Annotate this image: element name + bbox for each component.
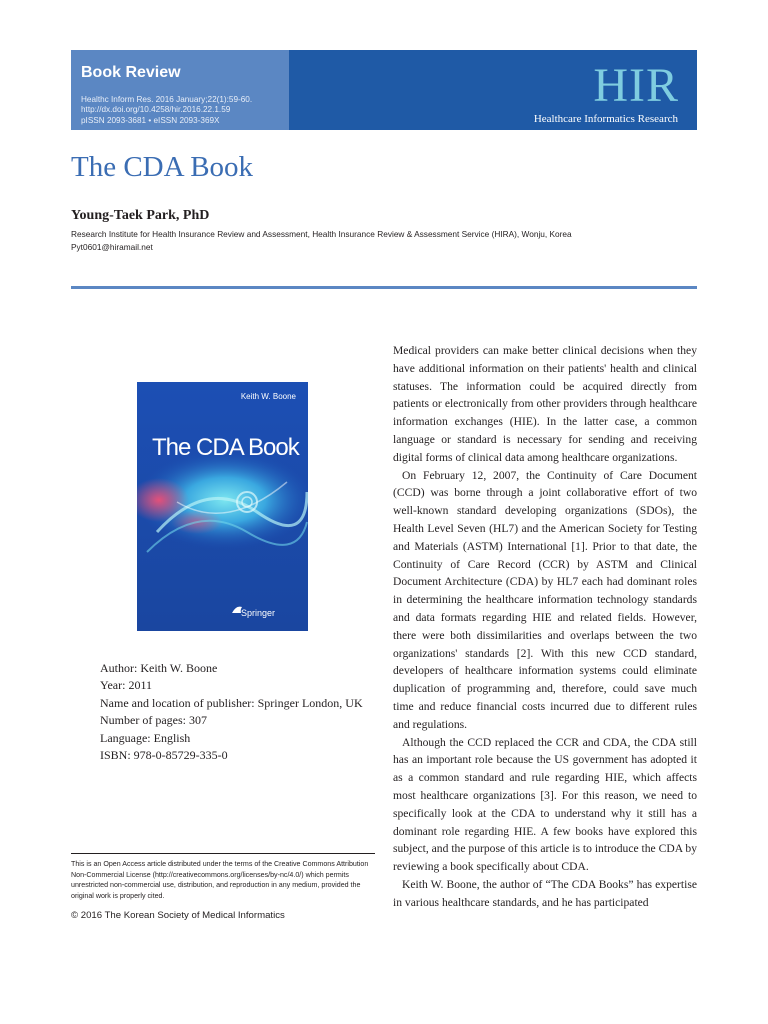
cover-publisher: Springer [241, 608, 276, 618]
book-info-language: Language: English [100, 730, 191, 745]
paragraph: Although the CCD replaced the CCR and CDA, the CDA still has an important role because the US government has adopted it as a common standard and rule regarding HIE, which affects most healthcare organizations [3]. For this reason, we need to specifically look at the CDA to understand why it still has a dominant role regarding HIE. A few books have explored this subject, and the purpose of this article is to introduce the CDA by reviewing a book specifically about CDA. [393, 735, 697, 874]
cover-title: The CDA Book [152, 434, 299, 461]
journal-name: Healthcare Informatics Research [533, 113, 678, 125]
license-note: This is an Open Access article distributed under the terms of the Creative Commons Attribution Non-Commercial License (http://creativecommons.org/licenses/by-nc/4.0/) which permits unrestricted non-commercial use, distribution, and reproduction in any medium, provided the original work is properly cited. [71, 860, 369, 900]
paragraph: On February 12, 2007, the Continuity of Care Document (CCD) was borne through a joint collaborative effort of two well-known standard developing organizations (SDOs), the Health Level Seven (HL7) and the American Society for Testing and Materials (ASTM) International [1]. Prior to that date, the Continuity of Care Record (CCR) by ASTM and Clinical Document Architecture (CDA) by HL7 each had dominant roles in determining the healthcare information technology standards and data formats regarding HIE and related fields. However, there were both dissimilarities and overlaps between the two organizations' standards [2]. With this new CCD standard, developers of healthcare information systems could eliminate duplication of programming and, therefore, could save much time and reduce financial costs incurred due to different rules and regulations. [393, 468, 697, 731]
journal-logo: HIR [593, 59, 679, 112]
paragraph: Medical providers can make better clinical decisions when they have additional information on their patients' health and clinical statuses. The information could be acquired directly from patients or electronically from other providers through healthcare information exchanges (HIE). In the latter case, a common language or standard is necessary for sending and receiving digital forms of clinical data among healthcare organizations. [393, 344, 697, 464]
cover-author: Keith W. Boone [240, 392, 296, 401]
article-title: The CDA Book [71, 151, 254, 183]
email-link[interactable]: Pyt0601@hiramail.net [71, 242, 153, 252]
issn: pISSN 2093-3681 • eISSN 2093-369X [81, 115, 220, 125]
paragraph: Keith W. Boone, the author of “The CDA Books” has expertise in various healthcare standards, and he has participated [393, 877, 697, 909]
book-cover [137, 382, 308, 631]
author-name: Young-Taek Park, PhD [71, 208, 210, 223]
header-divider [71, 286, 697, 289]
header-banner [71, 50, 697, 130]
book-info-isbn: ISBN: 978-0-85729-335-0 [100, 748, 228, 763]
doi-link[interactable]: http://dx.doi.org/10.4258/hir.2016.22.1.59 [81, 105, 231, 115]
book-info-publisher: Name and location of publisher: Springer London, UK [100, 695, 363, 710]
book-info-pages: Number of pages: 307 [100, 713, 207, 728]
copyright-note: © 2016 The Korean Society of Medical Informatics [71, 910, 285, 921]
banner-left-panel [71, 50, 289, 130]
cover-artwork [137, 382, 308, 631]
footnote-divider [71, 853, 375, 854]
author-details [71, 228, 572, 254]
citation: Healthc Inform Res. 2016 January;22(1):59-60. [81, 95, 253, 104]
book-info [100, 660, 363, 764]
book-info-year: Year: 2011 [100, 678, 153, 693]
citation-block [81, 95, 252, 126]
book-info-author: Author: Keith W. Boone [100, 661, 218, 675]
section-label: Book Review [81, 64, 181, 81]
affiliation: Research Institute for Health Insurance Review and Assessment, Health Insurance Review & Assessment Service (HIRA), Wonju, Korea [71, 229, 572, 239]
article-body [393, 342, 697, 912]
